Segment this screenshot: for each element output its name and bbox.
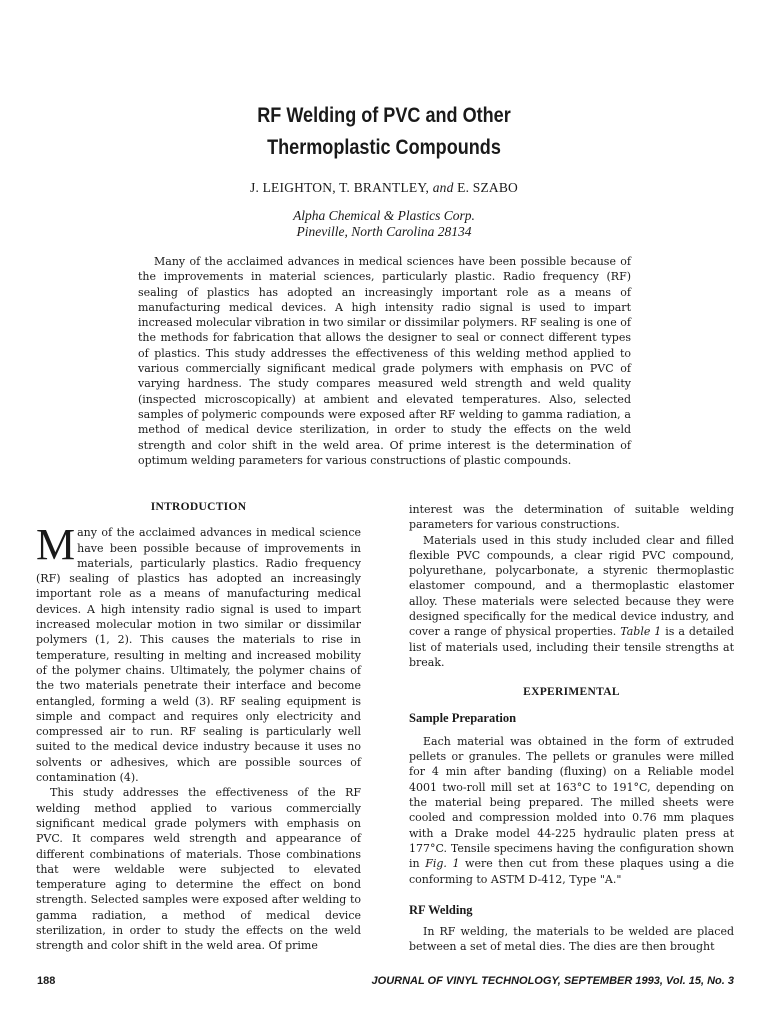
right-column [409, 502, 734, 955]
intro-paragraph-2: This study addresses the effectiveness of the RF welding method applied to various commercially significant medical grade polymers with emphasis on PVC. It compares weld strength and appearance of different combinations of materials. Those combinations that were weldable were subjected to elevated temperature aging to determine the effect on bond strength. Selected samples were exposed after welding to gamma radiation, a method of medical device sterilization, in order to study the effects on the weld strength and color shift in the weld area. Of prime [36, 786, 361, 953]
author-last: E. SZABO [457, 180, 518, 195]
article-title [54, 100, 714, 164]
affiliation [0, 208, 768, 240]
intro-paragraph-4 [409, 533, 734, 671]
affiliation-line-2: Pineville, North Carolina 28134 [296, 224, 472, 239]
intro-paragraph-1-text: any of the acclaimed advances in medical science have been possible because of improvements in materials, particularly plastics. Radio frequency (RF) sealing of plastics has adopted an increasingly important role as a means of manufacturing medical devices. A high intensity radio signal is used to impart increased molecular motion in two similar or dissimilar polymers (1, 2). This causes the materials to rise in temperature, resulting in melting and increased mobility of the polymer chains. Ultimately, the polymer chains of the two materials penetrate their interface and become entangled, forming a weld (3). RF sealing equipment is simple and compact and requires only electricity and compressed air to run. RF sealing is particularly well suited to the medical device industry because it uses no solvents or adhesives, which are possible sources of contamination (4). [36, 526, 361, 785]
subheading-sample-preparation: Sample Preparation [409, 710, 517, 725]
intro-paragraph-3: interest was the determination of suitable welding parameters for various constructions. [409, 503, 734, 532]
title-line-1: RF Welding of PVC and Other [257, 104, 511, 127]
title-line-2: Thermoplastic Compounds [267, 136, 501, 159]
affiliation-line-1: Alpha Chemical & Plastics Corp. [293, 208, 475, 223]
drop-cap: M [36, 520, 76, 570]
table-reference: Table 1 [620, 625, 662, 639]
sample-preparation-text-a: Each material was obtained in the form of extruded pellets or granules. The pellets or granules were milled for 4 min after banding (fluxing) on a Reliable model 4001 two-roll mill set at 163°C to 191°C, depending on the material being prepared. The milled sheets were cooled and compression molded into 0.76 mm plaques with a Drake model 44-225 hydraulic platen press at 177°C. Tensile specimens having the configuration shown in [409, 734, 734, 871]
subheading-rf-welding: RF Welding [409, 902, 473, 917]
left-column [36, 500, 361, 954]
intro-paragraph-1 [36, 520, 361, 785]
section-heading-introduction: INTRODUCTION [150, 501, 247, 513]
intro-paragraph-4-text-a: Materials used in this study included clear and filled flexible PVC compounds, a clear rigid PVC compound, polyurethane, polycarbonate, a styrenic thermoplastic elastomer compound, and a thermoplastic elastomer alloy. These materials were selected because they were designed specifically for the medical device industry, and cover a range of physical properties. [409, 533, 734, 639]
author-list [0, 180, 768, 196]
rf-welding-paragraph: In RF welding, the materials to be welded are placed between a set of metal dies. The dies are then brought [409, 925, 734, 954]
page-number: 188 [37, 975, 56, 987]
sample-preparation-text-b: were then cut from these plaques using a die conforming to ASTM D-412, Type "A." [409, 857, 735, 886]
section-heading-experimental: EXPERIMENTAL [523, 686, 620, 699]
sample-preparation-paragraph [409, 734, 734, 887]
intro-paragraph-4-text-b: is a detailed list of materials used, including their tensile strengths at break. [409, 625, 734, 669]
figure-reference: Fig. 1 [425, 857, 460, 871]
journal-citation: JOURNAL OF VINYL TECHNOLOGY, SEPTEMBER 1993, Vol. 15, No. 3 [371, 975, 734, 987]
author-conjunction: and [432, 180, 454, 195]
abstract: Many of the acclaimed advances in medical sciences have been possible because of the improvements in material sciences, particularly plastic. Radio frequency (RF) sealing of plastics has adopted an increasingly important role as a means of manufacturing medical devices. A high intensity radio signal is used to impart increased molecular vibration in two similar or dissimilar polymers. RF sealing is one of the methods for fabrication that allows the designer to seal or connect different types of plastics. This study addresses the effectiveness of this welding method applied to various commercially significant medical grade polymers with emphasis on PVC of varying hardness. The study compares measured weld strength and weld quality (inspected microscopically) at ambient and elevated temperatures. Also, selected samples of polymeric compounds were exposed after RF welding to gamma radiation, a method of medical device sterilization, in order to study the effects on the weld strength and color shift in the weld area. Of prime interest is the determination of optimum welding parameters for various constructions of plastic compounds. [138, 255, 631, 467]
author-names: J. LEIGHTON, T. BRANTLEY, [250, 180, 430, 195]
